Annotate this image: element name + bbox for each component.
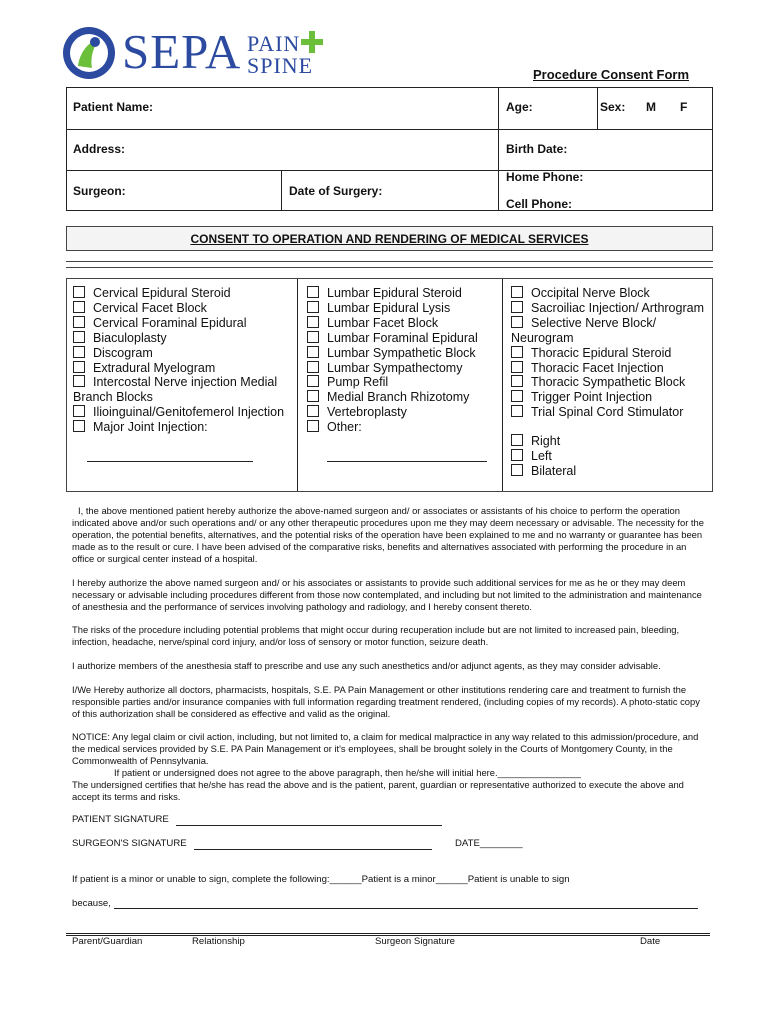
procedure-option[interactable]: Lumbar Sympathectomy	[307, 361, 478, 376]
checkbox[interactable]	[511, 464, 523, 476]
checkbox[interactable]	[511, 346, 523, 358]
procedure-option[interactable]: Medial Branch Rhizotomy	[307, 390, 478, 405]
because-label: because,	[72, 898, 111, 909]
plus-icon	[300, 30, 324, 54]
patient-name-field[interactable]: Patient Name:	[73, 100, 154, 114]
home-phone-field[interactable]: Home Phone:	[506, 170, 584, 184]
other-blank-line[interactable]	[327, 461, 487, 462]
side-option-left[interactable]: Left	[511, 449, 704, 464]
procedure-option[interactable]: Lumbar Facet Block	[307, 316, 478, 331]
procedure-option[interactable]: Thoracic Facet Injection	[511, 361, 704, 376]
procedure-option[interactable]: Intercostal Nerve injection Medial	[73, 375, 284, 390]
procedure-option[interactable]: Discogram	[73, 346, 284, 361]
procedure-option[interactable]: Sacroiliac Injection/ Arthrogram	[511, 301, 704, 316]
checkbox[interactable]	[307, 346, 319, 358]
checkbox[interactable]	[73, 331, 85, 343]
sex-label: Sex:	[600, 100, 626, 114]
address-field[interactable]: Address:	[73, 142, 126, 156]
checkbox[interactable]	[307, 390, 319, 402]
procedure-option[interactable]: Trigger Point Injection	[511, 390, 704, 405]
procedure-option[interactable]: Cervical Foraminal Epidural	[73, 316, 284, 331]
cell-phone-field[interactable]: Cell Phone:	[506, 197, 573, 211]
procedure-option[interactable]: Pump Refil	[307, 375, 478, 390]
surgeon-field[interactable]: Surgeon:	[73, 184, 126, 198]
procedure-option[interactable]: Other:	[307, 420, 478, 435]
consent-paragraph-5: I/We Hereby authorize all doctors, pharmacists, hospitals, S.E. PA Pain Management or other institutions rendering care and treatment to furnish the responsible parties and/or insurance companies with full information regarding treatment rendered, (including copies of my records). A photo-static copy of this authorization shall be considered as effective and valid as the original.	[72, 684, 700, 719]
checkbox[interactable]	[307, 316, 319, 328]
checkbox[interactable]	[73, 301, 85, 313]
checkbox[interactable]	[307, 331, 319, 343]
surgeon-signature-label: SURGEON'S SIGNATURE	[72, 838, 187, 849]
checkbox[interactable]	[511, 390, 523, 402]
procedure-option[interactable]: Vertebroplasty	[307, 405, 478, 420]
procedures-box	[66, 278, 713, 492]
birth-date-field[interactable]: Birth Date:	[506, 142, 568, 156]
because-line[interactable]	[114, 908, 698, 909]
initial-here-line[interactable]: If patient or undersigned does not agree to the above paragraph, then he/she will initial here.________________	[114, 767, 582, 778]
sex-m-option[interactable]: M	[646, 100, 656, 114]
notice-paragraph: NOTICE: Any legal claim or civil action, including, but not limited to, a claim for medical malpractice in any way related to this admission/procedure, and the medical services provided by S.E. PA Pain Management or it's employees, shall be brought solely in the Courts of Montgomery County, in the Commonwealth of Pennsylvania.	[72, 731, 699, 766]
footer-date: Date	[640, 936, 661, 947]
procedure-column-thoracic	[511, 286, 704, 479]
age-field[interactable]: Age:	[506, 100, 533, 114]
logo-pain-text: PAIN	[247, 31, 301, 56]
checkbox[interactable]	[511, 316, 523, 328]
side-option-right[interactable]: Right	[511, 434, 704, 449]
procedure-option[interactable]: Occipital Nerve Block	[511, 286, 704, 301]
checkbox[interactable]	[511, 361, 523, 373]
checkbox[interactable]	[73, 286, 85, 298]
date-of-surgery-field[interactable]: Date of Surgery:	[289, 184, 383, 198]
procedure-column-cervical	[73, 286, 284, 435]
side-option-bilateral[interactable]: Bilateral	[511, 464, 704, 479]
divider	[66, 267, 713, 268]
form-title: Procedure Consent Form	[533, 67, 690, 82]
checkbox[interactable]	[307, 361, 319, 373]
surgeon-signature-line[interactable]	[194, 849, 432, 850]
logo-spine-text: SPINE	[247, 53, 314, 78]
checkbox[interactable]	[307, 405, 319, 417]
procedure-option[interactable]: Cervical Facet Block	[73, 301, 284, 316]
checkbox[interactable]	[511, 375, 523, 387]
consent-paragraph-3: The risks of the procedure including potential problems that might occur during recuperation include but are not limited to increased pain, bleeding, infection, headache, nerve/spinal cord injury, and/or loss of sensory or motor function, seizure death.	[72, 624, 680, 647]
procedure-option[interactable]: Extradural Myelogram	[73, 361, 284, 376]
date-field[interactable]: DATE________	[455, 838, 523, 849]
checkbox[interactable]	[73, 346, 85, 358]
sepa-logo-mark	[62, 26, 116, 80]
procedure-option[interactable]: Trial Spinal Cord Stimulator	[511, 405, 704, 420]
patient-signature-label: PATIENT SIGNATURE	[72, 814, 169, 825]
sex-f-option[interactable]: F	[680, 100, 688, 114]
consent-paragraph-2: I hereby authorize the above named surgeon and/ or his associates or assistants to provide such additional services for me as he or they may deem necessary or advisable including procedures different from those now contemplated, and including but not limited to the administration and maintenance of anesthesia and the performance of services involving pathology and radiology, and I hereby consent thereto.	[72, 577, 702, 612]
procedure-option[interactable]: Thoracic Sympathetic Block	[511, 375, 704, 390]
major-joint-blank-line[interactable]	[87, 461, 253, 462]
checkbox[interactable]	[73, 375, 85, 387]
checkbox[interactable]	[73, 420, 85, 432]
consent-paragraph-4: I authorize members of the anesthesia staff to prescribe and use any such anesthetics and/or adjunct agents, as they may consider advisable.	[72, 660, 661, 671]
checkbox[interactable]	[511, 405, 523, 417]
checkbox[interactable]	[307, 420, 319, 432]
certification-paragraph: The undersigned certifies that he/she has read the above and is the patient, parent, guardian or representative authorized to execute the above and accept its terms and risks.	[72, 779, 684, 802]
footer-parent-guardian: Parent/Guardian	[72, 936, 143, 947]
consent-paragraph-1: I, the above mentioned patient hereby authorize the above-named surgeon and/ or associates or assistants of his choice to perform the operation indicated above and/or such operations and/ or any other therapeutic procedures upon me they may deem necessary or advisable. The necessity for the operation, the potential benefits, alternatives, and the potential risks of the operation have been explained to me and no warranty or guarantee has been made as to the result or cure. I have been advised of the comparative risks, benefits and alternatives associated with performing the procedure in an office or surgical center instead of a hospital.	[72, 505, 704, 564]
patient-info-grid	[66, 87, 713, 211]
procedure-option[interactable]: Cervical Epidural Steroid	[73, 286, 284, 301]
consent-header	[66, 226, 713, 251]
minor-prompt[interactable]: If patient is a minor or unable to sign, complete the following:______Patient is a minor______Patient is unable to sign	[72, 874, 570, 885]
procedure-option[interactable]: Lumbar Epidural Lysis	[307, 301, 478, 316]
checkbox[interactable]	[307, 301, 319, 313]
procedure-column-lumbar	[307, 286, 478, 435]
checkbox[interactable]	[511, 449, 523, 461]
patient-signature-line[interactable]	[176, 825, 442, 826]
procedure-option[interactable]: Selective Nerve Block/	[511, 316, 704, 331]
procedure-option[interactable]: Biaculoplasty	[73, 331, 284, 346]
logo-brand-text: SEPA	[122, 24, 242, 79]
divider	[66, 261, 713, 262]
procedure-option-continuation: Neurogram	[511, 330, 574, 345]
consent-header-text: CONSENT TO OPERATION AND RENDERING OF MEDICAL SERVICES	[190, 232, 589, 246]
checkbox[interactable]	[307, 286, 319, 298]
checkbox[interactable]	[511, 434, 523, 446]
procedure-option[interactable]: Major Joint Injection:	[73, 420, 284, 435]
procedure-option[interactable]: Lumbar Epidural Steroid	[307, 286, 478, 301]
guardian-signature-line[interactable]	[66, 933, 710, 934]
procedure-option[interactable]: Ilioinguinal/Genitofemerol Injection	[73, 405, 284, 420]
checkbox[interactable]	[73, 316, 85, 328]
procedure-option[interactable]: Lumbar Foraminal Epidural	[307, 331, 478, 346]
checkbox[interactable]	[73, 361, 85, 373]
procedure-option[interactable]: Thoracic Epidural Steroid	[511, 346, 704, 361]
checkbox[interactable]	[73, 405, 85, 417]
footer-surgeon-signature: Surgeon Signature	[375, 936, 456, 947]
checkbox[interactable]	[307, 375, 319, 387]
procedure-option[interactable]: Lumbar Sympathetic Block	[307, 346, 478, 361]
checkbox[interactable]	[511, 286, 523, 298]
footer-relationship: Relationship	[192, 936, 245, 947]
checkbox[interactable]	[511, 301, 523, 313]
procedure-option-continuation: Branch Blocks	[73, 390, 153, 405]
